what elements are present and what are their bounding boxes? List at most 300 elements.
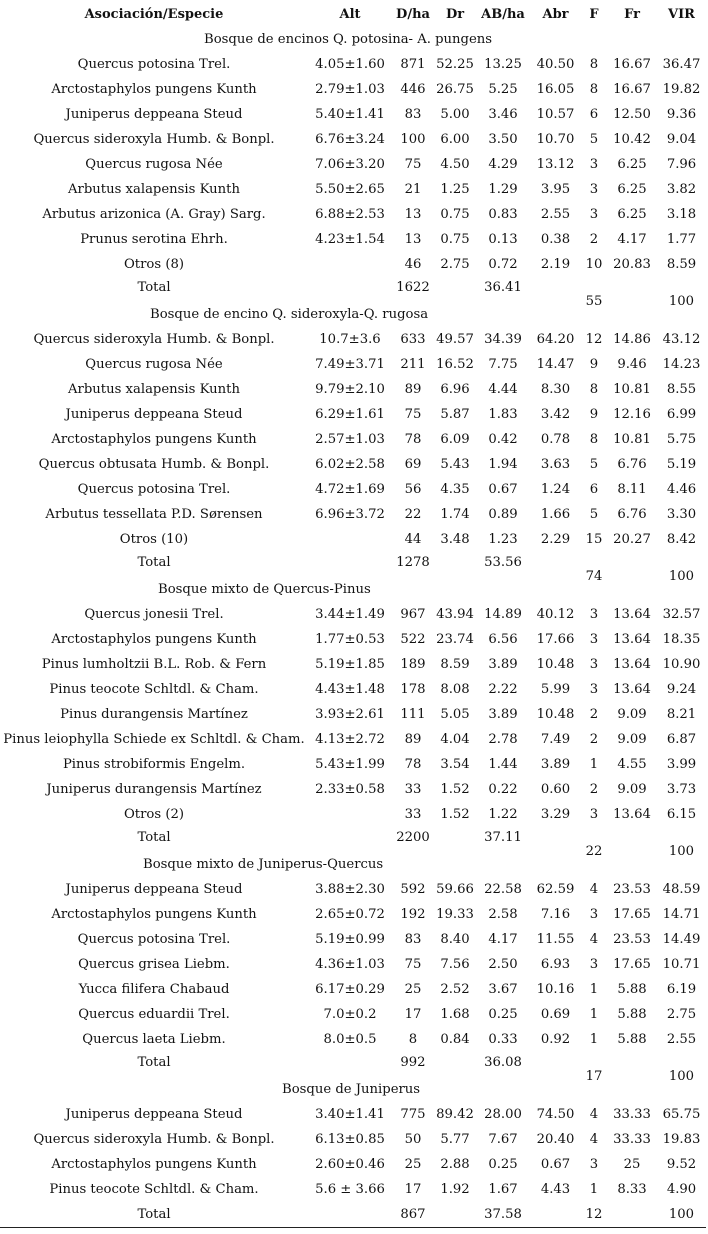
cell-dr: 0.84 xyxy=(440,1032,470,1047)
cell-f: 9 xyxy=(589,407,599,422)
cell-abha: 5.25 xyxy=(488,82,518,97)
table-row xyxy=(0,1177,706,1202)
cell-f: 2 xyxy=(589,707,599,722)
cell-alt: 5.40±1.41 xyxy=(315,107,385,122)
cell-species: Juniperus deppeana Steud xyxy=(65,407,243,422)
cell-abha: 2.58 xyxy=(488,907,518,922)
cell-alt: 5.43±1.99 xyxy=(315,757,385,772)
cell-vir: 6.99 xyxy=(666,407,697,422)
cell-vir: 32.57 xyxy=(662,607,701,622)
cell-dha: 871 xyxy=(400,57,426,72)
cell-abr: 0.38 xyxy=(540,232,571,247)
cell-dha: 75 xyxy=(404,407,422,422)
cell-alt: 8.0±0.5 xyxy=(323,1032,377,1047)
cell-fr: 9.46 xyxy=(617,357,647,372)
cell-abha: 3.89 xyxy=(488,707,518,722)
total-dha: 1278 xyxy=(396,555,430,570)
cell-vir: 5.19 xyxy=(666,457,697,472)
cell-abr: 10.70 xyxy=(536,132,575,147)
cell-dha: 967 xyxy=(400,607,426,622)
table-row xyxy=(0,902,706,927)
cell-dr: 4.35 xyxy=(440,482,470,497)
cell-species: Quercus potosina Trel. xyxy=(77,482,231,497)
cell-dha: 33 xyxy=(404,807,422,822)
cell-dha: 192 xyxy=(400,907,426,922)
cell-f: 3 xyxy=(589,907,599,922)
cell-alt: 7.49±3.71 xyxy=(315,357,385,372)
total-label: Total xyxy=(0,1202,308,1228)
cell-dr: 8.08 xyxy=(440,682,470,697)
cell-fr: 20.27 xyxy=(613,532,651,547)
table-row xyxy=(0,52,706,77)
cell-dha: 633 xyxy=(400,332,426,347)
cell-vir: 7.96 xyxy=(666,157,697,172)
cell-abr xyxy=(530,1052,581,1077)
cell-vir: 1.77 xyxy=(666,232,697,247)
total-vir: 100 xyxy=(668,569,695,584)
cell-alt: 6.29±1.61 xyxy=(315,407,385,422)
cell-fr: 12.16 xyxy=(613,407,651,422)
cell-dr: 5.87 xyxy=(440,407,470,422)
cell-abr: 7.49 xyxy=(540,732,571,747)
table-row xyxy=(0,377,706,402)
cell-f: 8 xyxy=(589,57,599,72)
table-row xyxy=(0,877,706,902)
cell-dha: 89 xyxy=(404,732,422,747)
cell-alt: 2.79±1.03 xyxy=(315,82,385,97)
cell-fr: 9.09 xyxy=(617,782,647,797)
cell-dha: 75 xyxy=(404,957,422,972)
cell-dha: 17 xyxy=(404,1007,422,1022)
cell-alt: 6.96±3.72 xyxy=(315,507,385,522)
cell-alt xyxy=(308,552,392,577)
cell-alt: 2.57±1.03 xyxy=(315,432,385,447)
cell-fr: 16.67 xyxy=(613,82,651,97)
cell-dr: 26.75 xyxy=(436,82,474,97)
cell-alt: 6.88±2.53 xyxy=(315,207,385,222)
cell-dr: 5.05 xyxy=(440,707,470,722)
cell-f: 1 xyxy=(589,1032,599,1047)
total-f: 74 xyxy=(585,569,603,584)
cell-fr: 6.25 xyxy=(617,182,647,197)
cell-f: 6 xyxy=(589,107,599,122)
cell-abha: 0.22 xyxy=(488,782,518,797)
table-row xyxy=(0,202,706,227)
cell-dr: 23.74 xyxy=(436,632,474,647)
total-dha: 2200 xyxy=(396,830,430,845)
cell-dha: 25 xyxy=(404,1157,422,1172)
cell-f: 12 xyxy=(585,332,603,347)
cell-vir: 10.71 xyxy=(662,957,701,972)
cell-abha: 4.44 xyxy=(488,382,518,397)
cell-abr: 3.63 xyxy=(540,457,571,472)
cell-vir: 8.21 xyxy=(666,707,697,722)
cell-abr: 16.05 xyxy=(536,82,575,97)
cell-dha: 33 xyxy=(404,782,422,797)
cell-alt: 4.36±1.03 xyxy=(315,957,385,972)
header-abr: Abr xyxy=(542,7,569,22)
cell-vir: 43.12 xyxy=(662,332,701,347)
table-row xyxy=(0,802,706,827)
cell-species: Arbutus xalapensis Kunth xyxy=(68,382,240,397)
table-row xyxy=(0,727,706,752)
cell-dr: 89.42 xyxy=(436,1107,474,1122)
table-row xyxy=(0,1152,706,1177)
cell-vir: 5.75 xyxy=(666,432,697,447)
cell-alt: 5.19±0.99 xyxy=(315,932,385,947)
cell-vir: 9.04 xyxy=(666,132,697,147)
cell-dr: 1.52 xyxy=(440,807,470,822)
total-vir: 100 xyxy=(657,1202,706,1228)
cell-abha: 1.83 xyxy=(488,407,518,422)
cell-species: Quercus potosina Trel. xyxy=(77,932,231,947)
cell-abr: 10.57 xyxy=(536,107,575,122)
cell-vir: 3.73 xyxy=(666,782,697,797)
cell-vir: 48.59 xyxy=(662,882,701,897)
cell-abr: 62.59 xyxy=(536,882,575,897)
cell-f: 4 xyxy=(589,1107,599,1122)
cell-f: 3 xyxy=(589,682,599,697)
cell-alt: 6.13±0.85 xyxy=(315,1132,385,1147)
cell-dr xyxy=(434,1052,476,1077)
cell-fr: 10.81 xyxy=(613,382,651,397)
cell-abr: 0.60 xyxy=(540,782,571,797)
total-row xyxy=(0,1052,706,1077)
cell-species: Quercus rugosa Née xyxy=(85,357,223,372)
cell-fr: 12.50 xyxy=(613,107,651,122)
cell-abr: 2.29 xyxy=(540,532,571,547)
cell-fr: 23.53 xyxy=(613,932,651,947)
cell-abha: 0.42 xyxy=(488,432,518,447)
cell-vir: 3.99 xyxy=(666,757,697,772)
table-row xyxy=(0,677,706,702)
table-row xyxy=(0,252,706,277)
cell-dr xyxy=(434,1202,476,1228)
cell-alt xyxy=(308,252,392,277)
cell-dha: 775 xyxy=(400,1107,426,1122)
cell-vir: 65.75 xyxy=(662,1107,701,1122)
cell-dha: 89 xyxy=(404,382,422,397)
cell-dr: 1.52 xyxy=(440,782,470,797)
table-row xyxy=(0,227,706,252)
cell-dr: 1.25 xyxy=(440,182,470,197)
cell-f: 3 xyxy=(589,807,599,822)
cell-species: Arctostaphylos pungens Kunth xyxy=(51,432,257,447)
cell-abha: 4.29 xyxy=(488,157,518,172)
total-label: Total xyxy=(137,555,171,570)
cell-species: Arbutus arizonica (A. Gray) Sarg. xyxy=(42,207,266,222)
cell-dr: 0.75 xyxy=(440,207,470,222)
cell-dr: 6.00 xyxy=(440,132,470,147)
cell-dr: 0.75 xyxy=(440,232,470,247)
cell-species: Arctostaphylos pungens Kunth xyxy=(51,82,257,97)
cell-abr: 8.30 xyxy=(540,382,571,397)
cell-abr: 2.55 xyxy=(540,207,571,222)
cell-abr: 3.29 xyxy=(540,807,571,822)
cell-abr: 10.48 xyxy=(536,657,575,672)
cell-f: 3 xyxy=(589,207,599,222)
total-vir: 100 xyxy=(668,294,695,309)
cell-alt: 9.79±2.10 xyxy=(315,382,385,397)
cell-species: Quercus potosina Trel. xyxy=(77,57,231,72)
cell-dr: 43.94 xyxy=(436,607,474,622)
cell-vir: 6.19 xyxy=(666,982,697,997)
table-row xyxy=(0,152,706,177)
cell-abha: 3.46 xyxy=(488,107,518,122)
total-label: Total xyxy=(137,280,171,295)
cell-abr xyxy=(530,827,581,852)
header-species: Asociación/Especie xyxy=(84,7,224,22)
cell-vir: 14.71 xyxy=(662,907,701,922)
total-abha: 36.08 xyxy=(484,1055,522,1070)
cell-species: Arbutus xalapensis Kunth xyxy=(68,182,240,197)
table-row xyxy=(0,102,706,127)
cell-fr: 9.09 xyxy=(617,707,647,722)
cell-abr: 2.19 xyxy=(540,257,571,272)
section-heading-row xyxy=(0,27,706,52)
cell-species: Pinus strobiformis Engelm. xyxy=(62,757,246,772)
cell-f: 5 xyxy=(589,457,599,472)
table-row xyxy=(0,477,706,502)
cell-species: Pinus leiophylla Schiede ex Schltdl. & Cham. xyxy=(3,732,305,747)
cell-dr: 49.57 xyxy=(436,332,474,347)
cell-species: Pinus teocote Schltdl. & Cham. xyxy=(49,682,259,697)
cell-dha: 17 xyxy=(404,1182,422,1197)
cell-f: 3 xyxy=(589,157,599,172)
table-row xyxy=(0,1002,706,1027)
cell-fr: 14.86 xyxy=(613,332,651,347)
table-row xyxy=(0,352,706,377)
cell-fr: 17.65 xyxy=(613,957,651,972)
cell-vir: 19.82 xyxy=(662,82,701,97)
table-row xyxy=(0,502,706,527)
cell-dha: 21 xyxy=(404,182,422,197)
cell-alt xyxy=(308,527,392,552)
cell-alt: 1.77±0.53 xyxy=(315,632,385,647)
cell-f: 9 xyxy=(589,357,599,372)
header-vir: VIR xyxy=(668,7,695,22)
table-row xyxy=(0,1027,706,1052)
table-body xyxy=(0,27,706,1228)
cell-abr: 13.12 xyxy=(536,157,575,172)
cell-alt: 6.17±0.29 xyxy=(315,982,385,997)
cell-f: 3 xyxy=(589,607,599,622)
cell-dr: 52.25 xyxy=(436,57,474,72)
cell-abr xyxy=(530,552,581,577)
cell-dr: 2.52 xyxy=(440,982,470,997)
cell-f: 1 xyxy=(589,1007,599,1022)
table-row xyxy=(0,702,706,727)
cell-alt: 6.76±3.24 xyxy=(315,132,385,147)
cell-alt: 2.33±0.58 xyxy=(315,782,385,797)
cell-dr xyxy=(434,277,476,302)
table-row xyxy=(0,77,706,102)
section-title: Bosque mixto de Quercus-Pinus xyxy=(158,582,371,597)
total-row xyxy=(0,277,706,302)
cell-fr: 5.88 xyxy=(617,982,647,997)
cell-vir: 14.49 xyxy=(662,932,701,947)
cell-f: 4 xyxy=(589,882,599,897)
cell-species: Juniperus durangensis Martínez xyxy=(46,782,262,797)
cell-vir: 4.46 xyxy=(666,482,697,497)
cell-fr: 10.42 xyxy=(613,132,651,147)
cell-dr: 5.43 xyxy=(440,457,470,472)
species-table xyxy=(0,3,706,1228)
cell-dha: 50 xyxy=(404,1132,422,1147)
total-vir: 100 xyxy=(668,1069,695,1084)
cell-abr: 40.12 xyxy=(536,607,575,622)
cell-fr: 13.64 xyxy=(613,807,651,822)
cell-alt: 4.13±2.72 xyxy=(315,732,385,747)
cell-f: 4 xyxy=(589,932,599,947)
cell-abha: 0.83 xyxy=(488,207,518,222)
cell-species: Pinus teocote Schltdl. & Cham. xyxy=(49,1182,259,1197)
cell-dr: 4.50 xyxy=(440,157,470,172)
cell-alt: 3.44±1.49 xyxy=(315,607,385,622)
cell-vir: 6.15 xyxy=(666,807,697,822)
cell-dr: 6.09 xyxy=(440,432,470,447)
cell-species: Quercus sideroxyla Humb. & Bonpl. xyxy=(33,1132,275,1147)
cell-dha: 44 xyxy=(404,532,422,547)
cell-abha: 22.58 xyxy=(484,882,522,897)
cell-species: Otros (2) xyxy=(124,807,184,822)
cell-abha: 1.94 xyxy=(488,457,518,472)
cell-dha: 56 xyxy=(404,482,422,497)
cell-fr: 10.81 xyxy=(613,432,651,447)
cell-f: 1 xyxy=(589,1182,599,1197)
cell-vir: 10.90 xyxy=(662,657,701,672)
cell-dr: 19.33 xyxy=(436,907,474,922)
cell-species: Pinus lumholtzii B.L. Rob. & Fern xyxy=(41,657,267,672)
cell-abr: 0.92 xyxy=(540,1032,571,1047)
cell-abr: 40.50 xyxy=(536,57,575,72)
cell-dr: 3.48 xyxy=(440,532,470,547)
cell-dha: 83 xyxy=(404,932,422,947)
table-row xyxy=(0,177,706,202)
cell-dha: 25 xyxy=(404,982,422,997)
cell-abr: 0.78 xyxy=(540,432,571,447)
cell-f: 2 xyxy=(589,732,599,747)
cell-abha: 1.67 xyxy=(488,1182,518,1197)
table-row xyxy=(0,777,706,802)
header-dha: D/ha xyxy=(396,7,430,22)
cell-alt: 7.0±0.2 xyxy=(323,1007,377,1022)
cell-abha: 2.22 xyxy=(488,682,518,697)
cell-dr xyxy=(434,827,476,852)
cell-vir: 9.52 xyxy=(666,1157,697,1172)
total-label: Total xyxy=(137,1055,171,1070)
cell-abha: 1.23 xyxy=(488,532,518,547)
cell-abr: 1.66 xyxy=(540,507,571,522)
cell-dha: 83 xyxy=(404,107,422,122)
cell-species: Juniperus deppeana Steud xyxy=(65,1107,243,1122)
cell-dr: 8.40 xyxy=(440,932,470,947)
cell-fr: 16.67 xyxy=(613,57,651,72)
cell-abha: 4.17 xyxy=(488,932,518,947)
cell-f: 6 xyxy=(589,482,599,497)
cell-fr: 17.65 xyxy=(613,907,651,922)
cell-fr: 6.76 xyxy=(617,457,647,472)
cell-species: Arctostaphylos pungens Kunth xyxy=(51,907,257,922)
cell-abr: 5.99 xyxy=(540,682,571,697)
cell-abha: 3.50 xyxy=(488,132,518,147)
table-row xyxy=(0,752,706,777)
cell-dr: 7.56 xyxy=(440,957,470,972)
section-title: Bosque de encinos Q. potosina- A. pungens xyxy=(204,32,493,47)
cell-alt: 2.65±0.72 xyxy=(315,907,385,922)
cell-abr: 3.95 xyxy=(540,182,571,197)
cell-abr: 3.89 xyxy=(540,757,571,772)
cell-species: Quercus eduardii Trel. xyxy=(78,1007,230,1022)
cell-species: Arbutus tessellata P.D. Sørensen xyxy=(45,507,263,522)
cell-abr: 20.40 xyxy=(536,1132,575,1147)
table-row xyxy=(0,627,706,652)
cell-abha: 1.22 xyxy=(488,807,518,822)
cell-fr: 6.25 xyxy=(617,157,647,172)
total-label: Total xyxy=(137,830,171,845)
table-row xyxy=(0,977,706,1002)
cell-f: 4 xyxy=(589,1132,599,1147)
cell-fr: 8.33 xyxy=(617,1182,647,1197)
cell-abr: 14.47 xyxy=(536,357,575,372)
cell-alt: 5.50±2.65 xyxy=(315,182,385,197)
cell-abha: 0.25 xyxy=(488,1157,518,1172)
cell-species: Quercus jonesii Trel. xyxy=(84,607,224,622)
total-dha: 867 xyxy=(392,1202,434,1228)
cell-f: 2 xyxy=(589,782,599,797)
cell-abr: 0.67 xyxy=(540,1157,571,1172)
table-row xyxy=(0,327,706,352)
cell-abha: 14.89 xyxy=(484,607,522,622)
cell-dha: 189 xyxy=(400,657,426,672)
cell-f: 8 xyxy=(589,82,599,97)
cell-f: 15 xyxy=(585,532,603,547)
cell-abr: 17.66 xyxy=(536,632,575,647)
cell-species: Arctostaphylos pungens Kunth xyxy=(51,1157,257,1172)
cell-fr: 9.09 xyxy=(617,732,647,747)
cell-f: 8 xyxy=(589,382,599,397)
cell-vir: 3.82 xyxy=(666,182,697,197)
cell-vir: 6.87 xyxy=(666,732,697,747)
cell-abha: 28.00 xyxy=(484,1107,522,1122)
cell-species: Quercus rugosa Née xyxy=(85,157,223,172)
cell-fr: 6.25 xyxy=(617,207,647,222)
cell-species: Quercus sideroxyla Humb. & Bonpl. xyxy=(33,332,275,347)
cell-dr xyxy=(434,552,476,577)
cell-alt: 3.40±1.41 xyxy=(315,1107,385,1122)
table-row xyxy=(0,452,706,477)
cell-vir: 18.35 xyxy=(662,632,701,647)
cell-species: Quercus sideroxyla Humb. & Bonpl. xyxy=(33,132,275,147)
cell-fr: 8.11 xyxy=(617,482,647,497)
cell-fr: 33.33 xyxy=(613,1132,651,1147)
table-row xyxy=(0,652,706,677)
cell-abr: 74.50 xyxy=(536,1107,575,1122)
cell-f: 8 xyxy=(589,432,599,447)
table-row xyxy=(0,952,706,977)
cell-dr: 16.52 xyxy=(436,357,474,372)
cell-fr: 13.64 xyxy=(613,632,651,647)
cell-alt: 3.88±2.30 xyxy=(315,882,385,897)
cell-abha: 2.78 xyxy=(488,732,518,747)
cell-abr: 6.93 xyxy=(540,957,571,972)
cell-species: Otros (10) xyxy=(119,532,189,547)
cell-alt: 2.60±0.46 xyxy=(315,1157,385,1172)
total-dha: 992 xyxy=(400,1055,426,1070)
cell-f: 5 xyxy=(589,132,599,147)
cell-fr: 4.17 xyxy=(617,232,647,247)
cell-alt xyxy=(308,277,392,302)
